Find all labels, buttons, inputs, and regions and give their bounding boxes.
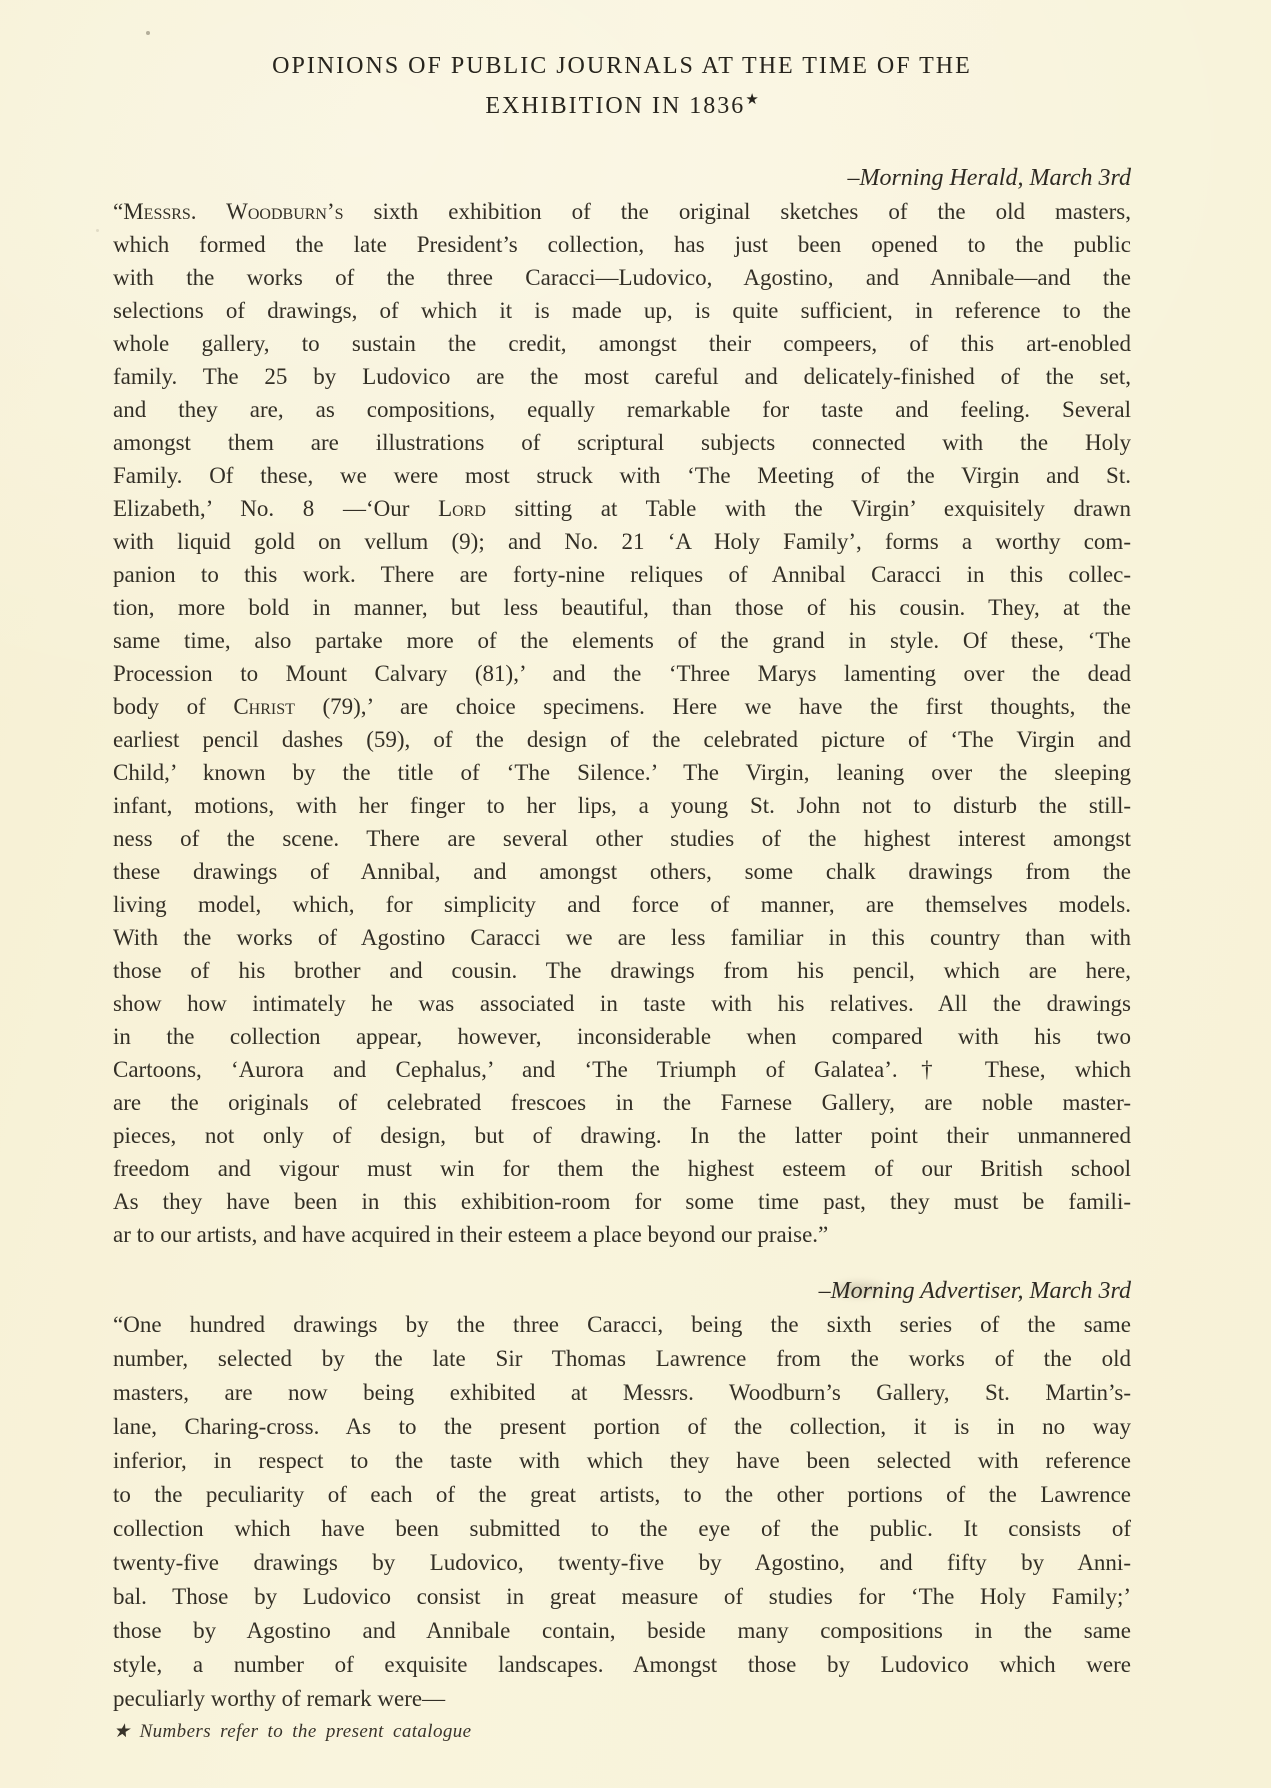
text-line: As they have been in this exhibition-room for some time past, they must be famili- xyxy=(113,1189,1131,1214)
small-caps-text: Christ xyxy=(233,694,295,719)
page-content xyxy=(113,0,1131,1745)
text-line: family. The 25 by Ludovico are the most careful and delicately-finished of the set, xyxy=(113,364,1131,389)
text-line: infant, motions, with her finger to her lips, a young St. John not to disturb the still- xyxy=(113,793,1131,818)
text-line: with the works of the three Caracci—Ludovico, Agostino, and Annibale—and the xyxy=(113,265,1131,290)
superscript-star: ★ xyxy=(745,92,759,108)
text-line: show how intimately he was associated in taste with his relatives. All the drawings xyxy=(113,991,1131,1016)
journal-extracts xyxy=(113,162,1131,1716)
text-line: and they are, as compositions, equally remarkable for taste and feeling. Several xyxy=(113,397,1131,422)
title-line: EXHIBITION IN 1836★ xyxy=(485,92,759,119)
text-line: “Messrs. Woodburn’s sixth exhibition of the original sketches of the old masters, xyxy=(113,199,1131,224)
text-line: bal. Those by Ludovico consist in great measure of studies for ‘The Holy Family;’ xyxy=(113,1584,1131,1609)
text-line: collection which have been submitted to the eye of the public. It consists of xyxy=(113,1516,1131,1541)
text-line: which formed the late President’s collection, has just been opened to the public xyxy=(113,232,1131,257)
text-line: whole gallery, to sustain the credit, amongst their compeers, of this art-enobled xyxy=(113,331,1131,356)
text-line: masters, are now being exhibited at Messrs. Woodburn’s Gallery, St. Martin’s- xyxy=(113,1380,1131,1405)
text-line: panion to this work. There are forty-nine reliques of Annibal Caracci in this collec- xyxy=(113,562,1131,587)
scan-speck xyxy=(96,229,99,232)
journal-extract xyxy=(113,1275,1131,1716)
text-line: With the works of Agostino Caracci we are less familiar in this country than with xyxy=(113,925,1131,950)
text-line: Child,’ known by the title of ‘The Silence.’ The Virgin, leaning over the sleeping xyxy=(113,760,1131,785)
text-line: selections of drawings, of which it is made up, is quite sufficient, in reference to the xyxy=(113,298,1131,323)
text-line: Procession to Mount Calvary (81),’ and the ‘Three Marys lamenting over the dead xyxy=(113,661,1131,686)
paragraph xyxy=(113,195,1131,1251)
text-line: in the collection appear, however, inconsiderable when compared with his two xyxy=(113,1024,1131,1049)
footnote: ★ Numbers refer to the present catalogue xyxy=(113,1721,472,1742)
text-line: freedom and vigour must win for them the highest esteem of our British school xyxy=(113,1156,1131,1181)
small-caps-text: Messrs. Woodburn’s xyxy=(123,199,344,224)
journal-extract xyxy=(113,162,1131,1251)
text-line: ness of the scene. There are several other studies of the highest interest amongst xyxy=(113,826,1131,851)
text-line: living model, which, for simplicity and force of manner, are themselves models. xyxy=(113,892,1131,917)
text-line: these drawings of Annibal, and amongst others, some chalk drawings from the xyxy=(113,859,1131,884)
text-line: earliest pencil dashes (59), of the design of the celebrated picture of ‘The Virgin and xyxy=(113,727,1131,752)
text-line: “One hundred drawings by the three Caracci, being the sixth series of the same xyxy=(113,1312,1131,1337)
small-caps-text: Lord xyxy=(438,496,486,521)
text-line: are the originals of celebrated frescoes in the Farnese Gallery, are noble master- xyxy=(113,1090,1131,1115)
journal-source-heading: –Morning Advertiser, March 3rd xyxy=(818,1278,1131,1304)
text-line: Elizabeth,’ No. 8 —‘Our Lord sitting at Table with the Virgin’ exquisitely drawn xyxy=(113,496,1131,521)
text-line: peculiarly worthy of remark were— xyxy=(113,1686,446,1711)
text-line: body of Christ (79),’ are choice specimens. Here we have the first thoughts, the xyxy=(113,694,1131,719)
text-line: style, a number of exquisite landscapes. Amongst those by Ludovico which were xyxy=(113,1652,1131,1677)
text-line: twenty-five drawings by Ludovico, twenty-five by Agostino, and fifty by Anni- xyxy=(113,1550,1131,1575)
text-line: ar to our artists, and have acquired in their esteem a place beyond our praise.” xyxy=(113,1222,829,1247)
page-title xyxy=(113,46,1131,126)
text-line: Family. Of these, we were most struck with ‘The Meeting of the Virgin and St. xyxy=(113,463,1131,488)
text-line: those of his brother and cousin. The drawings from his pencil, which are here, xyxy=(113,958,1131,983)
journal-source-heading: –Morning Herald, March 3rd xyxy=(847,165,1131,191)
text-line: pieces, not only of design, but of drawing. In the latter point their unmannered xyxy=(113,1123,1131,1148)
text-line: inferior, in respect to the taste with which they have been selected with reference xyxy=(113,1448,1131,1473)
text-line: amongst them are illustrations of scriptural subjects connected with the Holy xyxy=(113,430,1131,455)
text-line: those by Agostino and Annibale contain, beside many compositions in the same xyxy=(113,1618,1131,1643)
text-line: lane, Charing-cross. As to the present portion of the collection, it is in no way xyxy=(113,1414,1131,1439)
paragraph xyxy=(113,1308,1131,1716)
text-line: to the peculiarity of each of the great artists, to the other portions of the Lawrence xyxy=(113,1482,1131,1507)
text-line: with liquid gold on vellum (9); and No. 21 ‘A Holy Family’, forms a worthy com- xyxy=(113,529,1131,554)
title-line: OPINIONS OF PUBLIC JOURNALS AT THE TIME OF THE xyxy=(272,53,972,79)
text-line: tion, more bold in manner, but less beautiful, than those of his cousin. They, at the xyxy=(113,595,1131,620)
text-line: same time, also partake more of the elements of the grand in style. Of these, ‘The xyxy=(113,628,1131,653)
text-line: Cartoons, ‘Aurora and Cephalus,’ and ‘The Triumph of Galatea’.† These, which xyxy=(113,1057,1131,1082)
text-line: number, selected by the late Sir Thomas Lawrence from the works of the old xyxy=(113,1346,1131,1371)
